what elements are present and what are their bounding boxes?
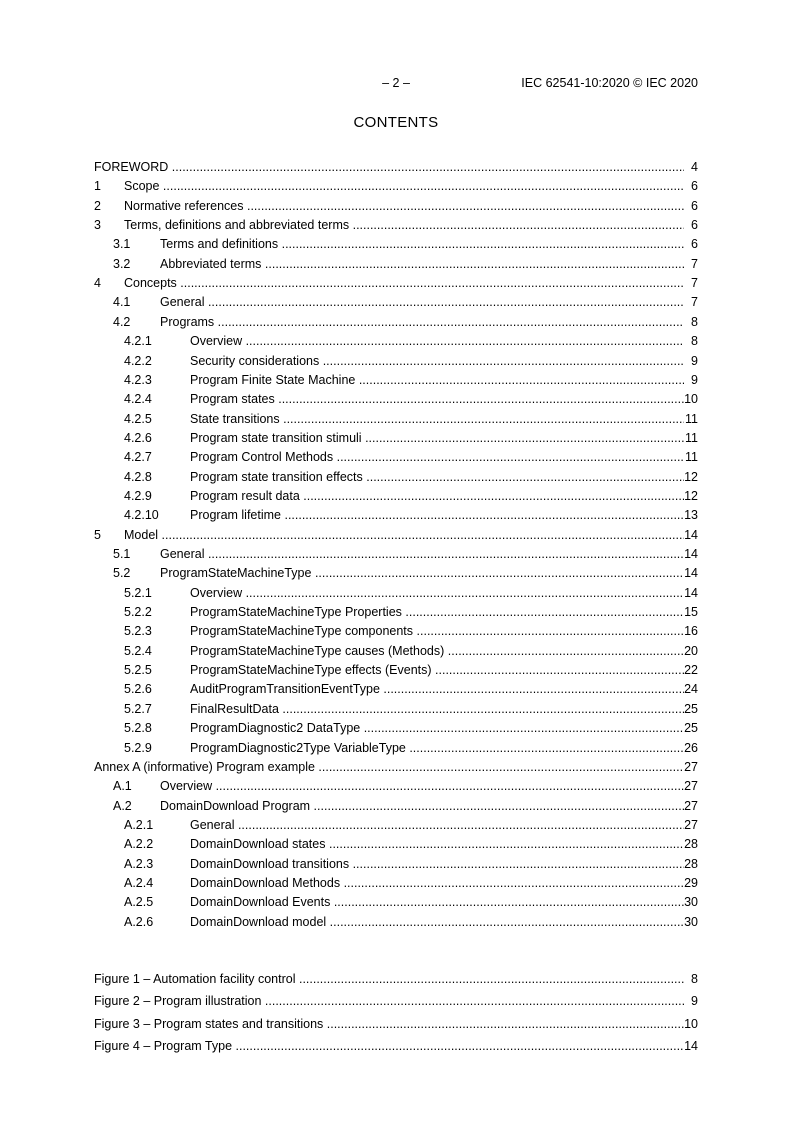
section-number: A.2.4 [124, 875, 154, 890]
entry-title: FOREWORD ..... [94, 159, 684, 175]
document-reference: IEC 62541-10:2020 © IEC 2020 [521, 76, 698, 90]
figure-entry-row[interactable] [94, 1016, 698, 1032]
entry-title: Model ..... [124, 527, 684, 543]
toc-entry-row[interactable] [94, 275, 698, 291]
entry-title: Security considerations ..... [190, 353, 684, 369]
page-reference: 27 [684, 779, 698, 794]
section-number: 4.2.6 [124, 430, 152, 445]
toc-entry-row[interactable] [94, 604, 698, 620]
toc-entry-row[interactable] [94, 623, 698, 639]
page-reference: 29 [684, 875, 698, 890]
page-reference: 9 [691, 372, 698, 387]
entry-title: General ..... [160, 546, 684, 562]
entry-title: Figure 1 – Automation facility control ..... [94, 971, 684, 987]
section-number: 5.2.5 [124, 663, 152, 678]
toc-entry-row[interactable] [94, 469, 698, 485]
section-number: A.2.6 [124, 914, 154, 929]
toc-entry-row[interactable] [94, 256, 698, 272]
section-number: 5.2.8 [124, 721, 152, 736]
entry-title: Annex A (informative) Program example ..... [94, 759, 684, 775]
toc-entry-row[interactable] [94, 333, 698, 349]
section-number: 4.2 [113, 314, 131, 329]
entry-title: Program result data ..... [190, 488, 684, 504]
toc-entry-row[interactable] [94, 740, 698, 756]
page-reference: 20 [684, 643, 698, 658]
section-number: 3.1 [113, 237, 131, 252]
page-reference: 16 [684, 624, 698, 639]
toc-entry-row[interactable] [94, 720, 698, 736]
section-number: 5.2.3 [124, 624, 152, 639]
entry-title: State transitions ..... [190, 411, 684, 427]
page-reference: 9 [691, 994, 698, 1009]
figure-entry-row[interactable] [94, 971, 698, 987]
page-reference: 27 [684, 798, 698, 813]
toc-entry-row[interactable] [94, 565, 698, 581]
entry-title: ProgramStateMachineType effects (Events) ..... [190, 662, 684, 678]
page-reference: 7 [691, 256, 698, 271]
page-reference: 6 [691, 237, 698, 252]
toc-entry-row[interactable] [94, 178, 698, 194]
page-reference: 8 [691, 972, 698, 986]
section-number: A.2.3 [124, 856, 154, 871]
page-reference: 24 [684, 682, 698, 697]
page-reference: 25 [684, 721, 698, 736]
section-number: 5.2.7 [124, 701, 152, 716]
entry-title: Normative references ..... [124, 198, 684, 214]
toc-entry-row[interactable] [94, 430, 698, 446]
section-number: A.1 [113, 779, 132, 794]
section-number: 4.2.9 [124, 488, 152, 503]
section-number: 4 [94, 276, 101, 291]
entry-title: FinalResultData ..... [190, 701, 684, 717]
section-number: 4.2.10 [124, 508, 159, 523]
section-number: 5 [94, 527, 101, 542]
entry-title: DomainDownload Methods ..... [190, 875, 684, 891]
page-reference: 10 [684, 1016, 698, 1031]
entry-title: ProgramDiagnostic2Type VariableType ..... [190, 740, 684, 756]
page-reference: 11 [685, 450, 698, 465]
page-reference: 14 [684, 566, 698, 581]
section-number: 1 [94, 179, 101, 194]
entry-title: Scope ..... [124, 178, 684, 194]
toc-entry-row[interactable] [94, 159, 698, 175]
toc-entry-row[interactable] [94, 798, 698, 814]
entry-title: Program states ..... [190, 391, 684, 407]
entry-title: AuditProgramTransitionEventType ..... [190, 681, 684, 697]
toc-entry-row[interactable] [94, 294, 698, 310]
toc-entry-row[interactable] [94, 914, 698, 930]
entry-title: General ..... [190, 817, 684, 833]
page-reference: 15 [684, 605, 698, 620]
toc-entry-row[interactable] [94, 527, 698, 543]
entry-title: Figure 4 – Program Type ..... [94, 1038, 684, 1054]
section-number: A.2.5 [124, 895, 154, 910]
entry-title: Figure 2 – Program illustration ..... [94, 993, 684, 1009]
toc-entry-row[interactable] [94, 314, 698, 330]
section-number: 4.2.4 [124, 392, 152, 407]
section-number: 4.2.3 [124, 372, 152, 387]
page-reference: 28 [684, 837, 698, 852]
toc-entry-row[interactable] [94, 643, 698, 659]
entry-title: Program lifetime ..... [190, 507, 684, 523]
entry-title: Program state transition stimuli ..... [190, 430, 684, 446]
section-number: A.2.1 [124, 817, 154, 832]
page-reference: 11 [685, 430, 698, 445]
entry-title: DomainDownload Events ..... [190, 894, 684, 910]
toc-entry-row[interactable] [94, 236, 698, 252]
section-number: A.2.2 [124, 837, 154, 852]
section-number: 5.2.1 [124, 585, 152, 600]
page-reference: 10 [684, 392, 698, 407]
toc-entry-row[interactable] [94, 875, 698, 891]
page-reference: 26 [684, 740, 698, 755]
toc-entry-row[interactable] [94, 894, 698, 910]
entry-title: ProgramStateMachineType ..... [160, 565, 684, 581]
toc-entry-row[interactable] [94, 681, 698, 697]
toc-entry-row[interactable] [94, 817, 698, 833]
page-reference: 8 [691, 314, 698, 329]
toc-entry-row[interactable] [94, 353, 698, 369]
section-number: 3 [94, 218, 101, 233]
section-number: 5.2.6 [124, 682, 152, 697]
section-number: 2 [94, 198, 101, 213]
entry-title: Concepts ..... [124, 275, 684, 291]
contents-title: CONTENTS [353, 114, 439, 131]
section-number: 5.2.9 [124, 740, 152, 755]
entry-title: Terms and definitions ..... [160, 236, 684, 252]
toc-entry-row[interactable] [94, 662, 698, 678]
page-reference: 12 [684, 488, 698, 503]
entry-title: General ..... [160, 294, 684, 310]
page-reference: 8 [691, 334, 698, 349]
page-reference: 14 [684, 585, 698, 600]
page-reference: 6 [691, 198, 698, 213]
entry-title: DomainDownload model ..... [190, 914, 684, 930]
page-reference: 27 [684, 759, 698, 774]
entry-title: Overview ..... [190, 585, 684, 601]
page-reference: 7 [691, 295, 698, 310]
section-number: 5.2.4 [124, 643, 152, 658]
section-number: A.2 [113, 798, 132, 813]
toc-entry-row[interactable] [94, 836, 698, 852]
page-reference: 25 [684, 701, 698, 716]
page-reference: 30 [684, 914, 698, 929]
entry-title: Overview ..... [160, 778, 684, 794]
toc-entry-row[interactable] [94, 701, 698, 717]
entry-title: ProgramStateMachineType causes (Methods) ..... [190, 643, 684, 659]
entry-title: DomainDownload Program ..... [160, 798, 684, 814]
toc-entry-row[interactable] [94, 856, 698, 872]
figure-entry-row[interactable] [94, 993, 698, 1009]
page-reference: 9 [691, 353, 698, 368]
entry-title: Program Control Methods ..... [190, 449, 684, 465]
page-number: – 2 – [382, 76, 410, 90]
section-number: 4.1 [113, 295, 131, 310]
page-reference: 27 [684, 817, 698, 832]
toc-entry-row[interactable] [94, 372, 698, 388]
section-number: 4.2.5 [124, 411, 152, 426]
entry-title: ProgramStateMachineType Properties ..... [190, 604, 684, 620]
page-reference: 14 [684, 1039, 698, 1054]
section-number: 4.2.7 [124, 450, 152, 465]
entry-title: Abbreviated terms ..... [160, 256, 684, 272]
entry-title: DomainDownload states ..... [190, 836, 684, 852]
page-reference: 14 [684, 547, 698, 561]
toc-entry-row[interactable] [94, 507, 698, 523]
entry-title: Program Finite State Machine ..... [190, 372, 684, 388]
page-reference: 4 [691, 160, 698, 174]
toc-entry-row[interactable] [94, 198, 698, 214]
entry-title: Overview ..... [190, 333, 684, 349]
page-reference: 6 [691, 179, 698, 194]
page-reference: 12 [684, 469, 698, 484]
section-number: 4.2.1 [124, 334, 152, 349]
page-reference: 6 [691, 218, 698, 233]
toc-entry-row[interactable] [94, 759, 698, 775]
entry-title: Program state transition effects ..... [190, 469, 684, 485]
page-reference: 28 [684, 856, 698, 871]
entry-title: ProgramStateMachineType components ..... [190, 623, 684, 639]
section-number: 3.2 [113, 256, 131, 271]
figure-entry-row[interactable] [94, 1038, 698, 1054]
toc-entry-row[interactable] [94, 546, 698, 562]
entry-title: Figure 3 – Program states and transitions ..... [94, 1016, 684, 1032]
page-header [94, 76, 698, 92]
entry-title: ProgramDiagnostic2 DataType ..... [190, 720, 684, 736]
section-number: 4.2.2 [124, 353, 152, 368]
page-reference: 7 [691, 276, 698, 291]
page-reference: 13 [684, 508, 698, 523]
entry-title: Programs ..... [160, 314, 684, 330]
toc-entry-row[interactable] [94, 488, 698, 504]
page-reference: 22 [684, 663, 698, 678]
section-number: 5.2 [113, 566, 131, 581]
section-number: 4.2.8 [124, 469, 152, 484]
page-reference: 11 [685, 411, 698, 426]
toc-entry-row[interactable] [94, 449, 698, 465]
toc-entry-row[interactable] [94, 391, 698, 407]
toc-entry-row[interactable] [94, 217, 698, 233]
page-reference: 14 [684, 527, 698, 542]
section-number: 5.1 [113, 547, 131, 561]
entry-title: Terms, definitions and abbreviated terms ..... [124, 217, 684, 233]
page-reference: 30 [684, 895, 698, 910]
toc-entry-row[interactable] [94, 411, 698, 427]
toc-entry-row[interactable] [94, 778, 698, 794]
entry-title: DomainDownload transitions ..... [190, 856, 684, 872]
section-number: 5.2.2 [124, 605, 152, 620]
toc-entry-row[interactable] [94, 585, 698, 601]
